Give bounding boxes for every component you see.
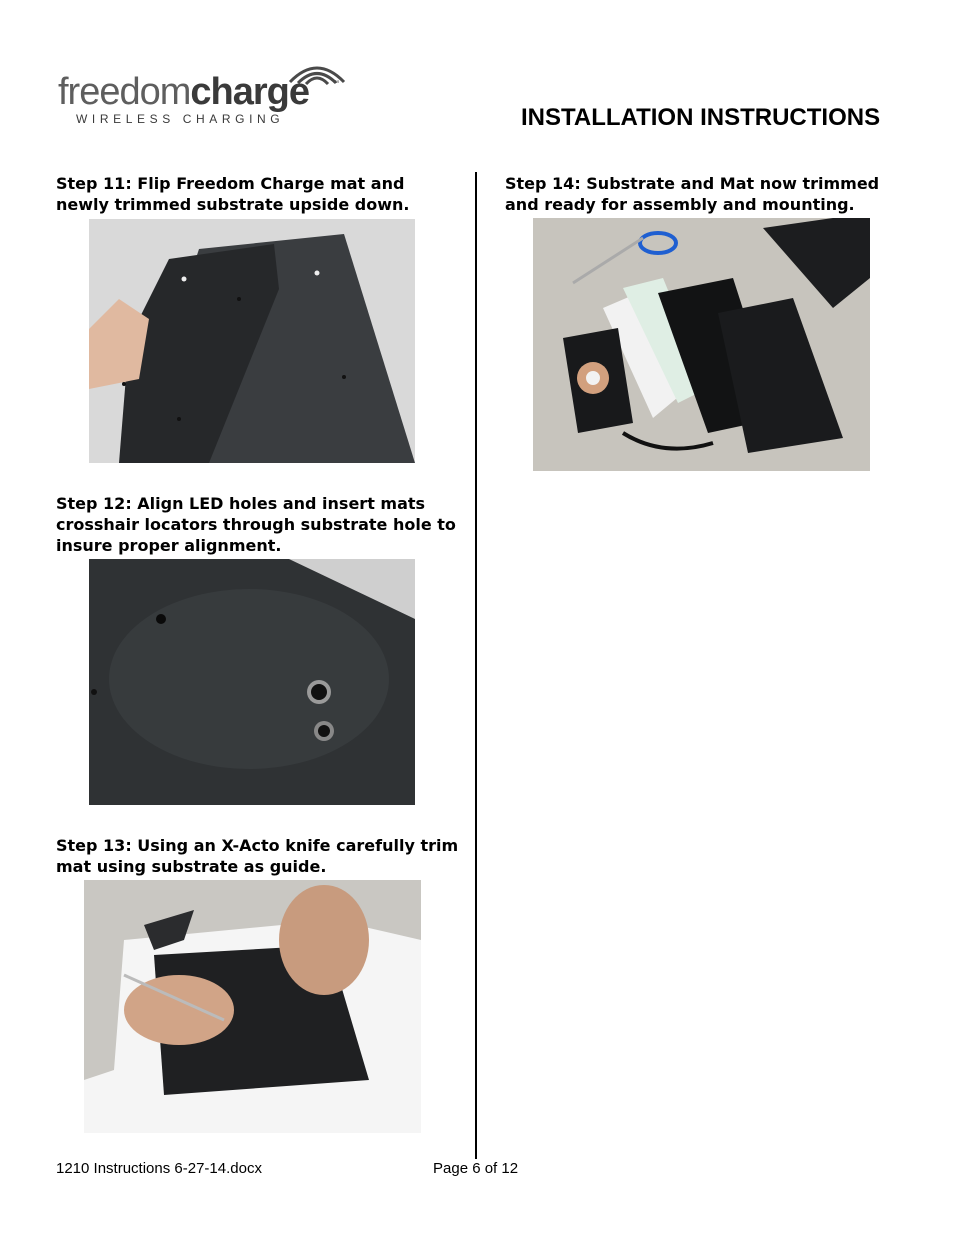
logo-brand-part1: freedom (58, 71, 191, 113)
footer-page-number: Page 6 of 12 (433, 1160, 519, 1177)
logo-trademark: ™ (332, 80, 339, 87)
step-12-photo (89, 559, 415, 805)
logo-tagline: WIRELESS CHARGING (76, 112, 285, 126)
step-13-text: Step 13: Using an X-Acto knife carefully trim mat using substrate as guide. (56, 836, 459, 876)
freedomcharge-logo (56, 58, 356, 130)
logo-wordmark (58, 72, 309, 112)
step-13-photo (84, 880, 421, 1133)
document-title: INSTALLATION INSTRUCTIONS (521, 104, 881, 131)
footer-filename: 1210 Instructions 6-27-14.docx (56, 1160, 262, 1177)
logo-brand-part2: charge (190, 71, 310, 113)
step-11-text: Step 11: Flip Freedom Charge mat and newly trimmed substrate upside down. (56, 174, 410, 214)
step-12-text: Step 12: Align LED holes and insert mats crosshair locators through substrate hole to insure proper alignment. (56, 494, 456, 555)
column-divider (475, 172, 477, 1159)
step-14-photo (533, 218, 870, 471)
step-11-photo (89, 219, 415, 463)
step-14-text: Step 14: Substrate and Mat now trimmed and ready for assembly and mounting. (505, 174, 880, 214)
